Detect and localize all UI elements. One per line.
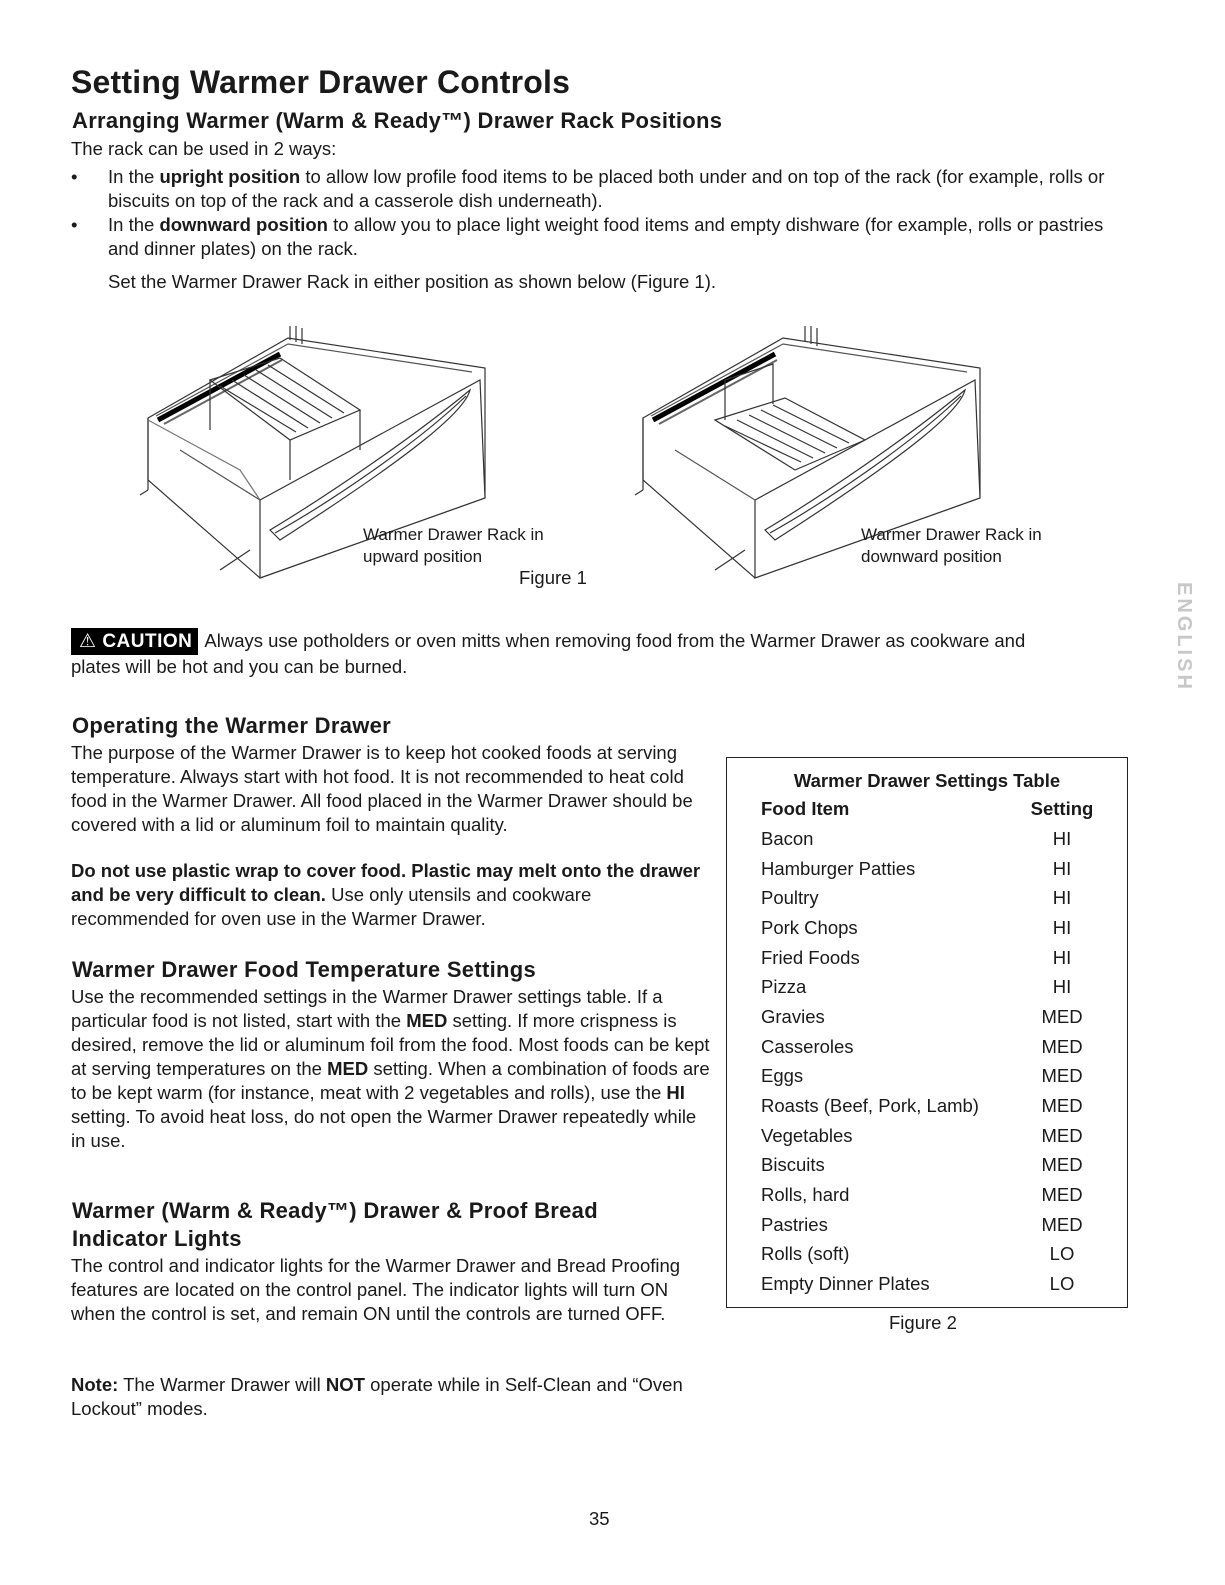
table-row (727, 824, 1128, 854)
setting-cell: LO (1049, 1243, 1075, 1265)
food-item-cell: Fried Foods (761, 946, 860, 968)
setting-cell: MED (1041, 1124, 1083, 1146)
setting-cell: MED (1041, 1184, 1083, 1206)
food-item-cell: Gravies (761, 1005, 825, 1027)
set-rack-text: Set the Warmer Drawer Rack in either position as shown below (Figure 1). (108, 271, 716, 292)
table-row (727, 883, 1128, 913)
setting-cell: MED (1041, 1065, 1083, 1087)
food-item-cell: Pork Chops (761, 916, 858, 938)
setting-cell: MED (1041, 1005, 1083, 1027)
label-downward: Warmer Drawer Rack in downward position (861, 525, 1042, 566)
food-item-cell: Casseroles (761, 1035, 854, 1057)
rack-positions-heading: Arranging Warmer (Warm & Ready™) Drawer Rack Positions (72, 108, 723, 133)
side-language-label: ENGLISH (1173, 582, 1195, 692)
label-upward: Warmer Drawer Rack in upward position (363, 525, 544, 566)
table-title: Warmer Drawer Settings Table (793, 770, 1061, 791)
bullet-upright: • In the upright position to allow low profile food items to be placed both under and on top of the rack (for example, rolls or biscuits on top of the rack and a casserole dish underneath). (71, 165, 1131, 213)
food-item-cell: Pizza (761, 976, 807, 998)
food-item-cell: Roasts (Beef, Pork, Lamb) (761, 1095, 979, 1117)
figure1-caption: Figure 1 (519, 567, 587, 588)
food-temp-paragraph: Use the recommended settings in the Warmer Drawer settings table. If a particular food is not listed, start with the MED setting. If more crispness is desired, remove the lid or aluminum foil from the food. Most foods can be kept at serving temperatures on the MED setting. When a combination of foods are to be kept warm (for instance, meat with 2 vegetables and rolls), use the HI setting. To avoid heat loss, do not open the Warmer Drawer repeatedly while in use. (71, 986, 710, 1151)
table-row (727, 1240, 1128, 1270)
table-row (727, 1151, 1128, 1181)
food-item-cell: Empty Dinner Plates (761, 1273, 930, 1295)
food-temp-heading: Warmer Drawer Food Temperature Settings (72, 957, 537, 982)
setting-cell: HI (1052, 976, 1072, 998)
rack-bullet-list (71, 165, 1131, 261)
table-row (727, 1091, 1128, 1121)
warmer-settings-table (726, 757, 1128, 1308)
page-title: Setting Warmer Drawer Controls (71, 64, 571, 100)
setting-cell: MED (1041, 1035, 1083, 1057)
food-item-cell: Rolls, hard (761, 1184, 850, 1206)
indicator-heading: Warmer (Warm & Ready™) Drawer & Proof Bread Indicator Lights (72, 1198, 598, 1251)
setting-cell: HI (1052, 827, 1072, 849)
table-row (727, 943, 1128, 973)
warning-triangle-icon: ⚠ (79, 631, 97, 652)
note-paragraph: Note: The Warmer Drawer will NOT operate while in Self-Clean and “Oven Lockout” modes. (71, 1374, 683, 1419)
food-item-cell: Hamburger Patties (761, 857, 916, 879)
setting-cell: MED (1041, 1213, 1083, 1235)
table-row (727, 854, 1128, 884)
table-row (727, 1210, 1128, 1240)
food-item-cell: Bacon (761, 827, 814, 849)
table-row (727, 1002, 1128, 1032)
table-row (727, 972, 1128, 1002)
table-row (727, 1121, 1128, 1151)
food-item-cell: Vegetables (761, 1124, 853, 1146)
food-item-cell: Pastries (761, 1213, 828, 1235)
caution-badge: ⚠ CAUTION (71, 628, 198, 655)
food-item-cell: Rolls (soft) (761, 1243, 850, 1265)
figure2-caption: Figure 2 (889, 1312, 957, 1333)
plastic-wrap-warning: Do not use plastic wrap to cover food. Plastic may melt onto the drawer and be very difficult to clean. Use only utensils and cookware recommended for oven use in the Warmer Drawer. (71, 860, 701, 929)
page-number: 35 (589, 1508, 610, 1529)
bullet-downward: • In the downward position to allow you to place light weight food items and empty dishware (for example, rolls or pastries and dinner plates) on the rack. (71, 213, 1131, 261)
setting-cell: MED (1041, 1095, 1083, 1117)
food-item-cell: Poultry (761, 887, 819, 909)
setting-cell: LO (1049, 1273, 1075, 1295)
food-item-cell: Eggs (761, 1065, 804, 1087)
operating-heading: Operating the Warmer Drawer (72, 713, 392, 738)
indicator-paragraph: The control and indicator lights for the Warmer Drawer and Bread Proofing features are located on the control panel. The indicator lights will turn ON when the control is set, and remain ON until the controls are turned OFF. (71, 1255, 681, 1324)
table-row (727, 1180, 1128, 1210)
table-row (727, 1062, 1128, 1092)
operating-paragraph: The purpose of the Warmer Drawer is to keep hot cooked foods at serving temperature. Always start with hot food. It is not recommended to heat cold food in the Warmer Drawer. All food placed in the Warmer Drawer should be covered with a lid or aluminum foil to maintain quality. (71, 742, 693, 835)
setting-cell: HI (1052, 916, 1072, 938)
col-setting-header: Setting (1030, 798, 1094, 819)
table-row (727, 913, 1128, 943)
setting-cell: MED (1041, 1154, 1083, 1176)
col-food-header: Food Item (761, 798, 850, 819)
food-item-cell: Biscuits (761, 1154, 825, 1176)
setting-cell: HI (1052, 887, 1072, 909)
table-row (727, 1269, 1128, 1299)
setting-cell: HI (1052, 946, 1072, 968)
caution-block: ⚠ CAUTION Always use potholders or oven mitts when removing food from the Warmer Drawer as cookware and plates will be hot and you can be burned. (71, 630, 1026, 677)
table-row (727, 1032, 1128, 1062)
setting-cell: HI (1052, 857, 1072, 879)
rack-intro: The rack can be used in 2 ways: (71, 138, 337, 159)
